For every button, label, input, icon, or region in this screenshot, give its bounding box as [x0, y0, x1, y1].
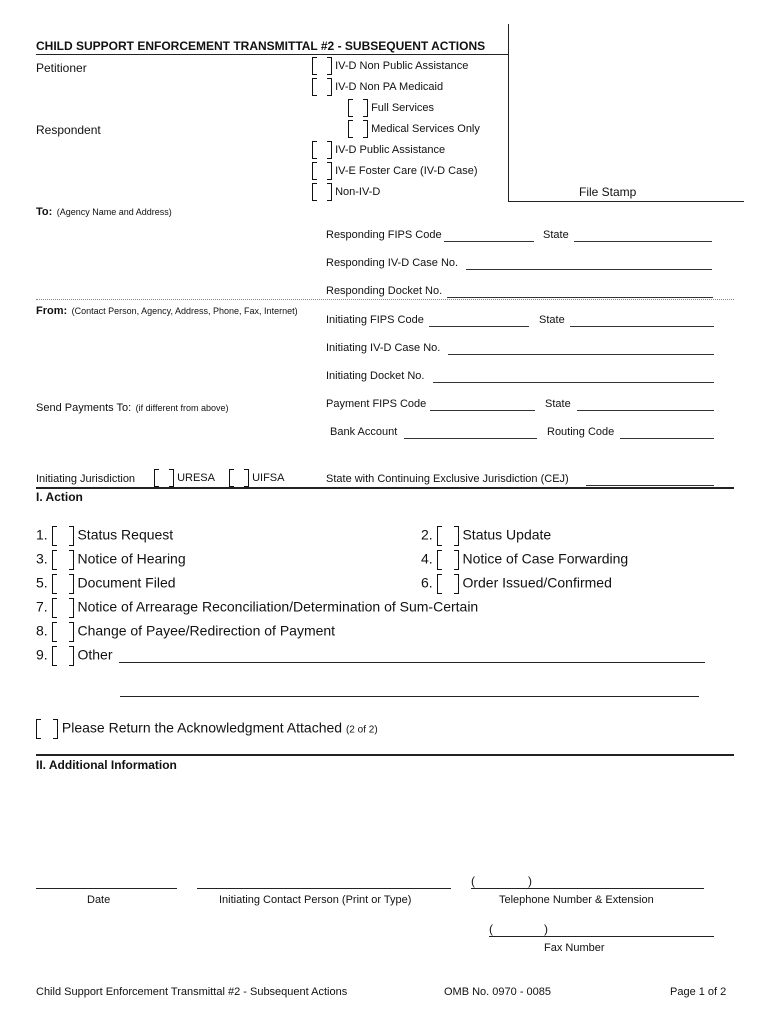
ack-note: (2 of 2) [345, 724, 378, 736]
footer-form-title: Child Support Enforcement Transmittal #2 - Subsequent Actions [36, 986, 348, 998]
action-number: 5. [36, 574, 48, 591]
case-type-label: IV-D Non Public Assistance [335, 59, 469, 72]
case-type-full-services[interactable] [348, 99, 434, 117]
section-divider [36, 299, 734, 300]
action-document-filed[interactable] [36, 574, 176, 594]
file-stamp-bottom-rule [508, 201, 744, 202]
case-type-iv-d-pa[interactable] [312, 141, 445, 159]
case-type-label: IV-D Non PA Medicaid [335, 80, 444, 93]
checkbox-bracket[interactable] [312, 78, 332, 96]
section2-rule [36, 754, 734, 756]
from-label-row [36, 301, 298, 319]
uresa-label: URESA [177, 471, 215, 484]
contact-label: Initiating Contact Person (Print or Type) [219, 894, 412, 906]
payment-state-label: State [545, 398, 571, 410]
action-label: Change of Payee/Redirection of Payment [77, 622, 336, 639]
petitioner-label: Petitioner [36, 61, 87, 75]
action-label: Other [77, 646, 113, 663]
fax-label: Fax Number [544, 942, 605, 954]
checkbox-bracket[interactable] [437, 574, 459, 594]
respondent-label: Respondent [36, 123, 101, 137]
responding-docket-label: Responding Docket No. [326, 285, 443, 297]
date-label: Date [87, 894, 111, 906]
action-notice-hearing[interactable] [36, 550, 186, 570]
date-input[interactable] [36, 888, 177, 889]
case-type-non-iv-d[interactable] [312, 183, 380, 201]
action-status-update[interactable] [421, 526, 551, 546]
action-label: Notice of Arrearage Reconciliation/Determination of Sum-Certain [77, 598, 479, 615]
initiating-jurisdiction-label: Initiating Jurisdiction [36, 473, 136, 485]
other-input-line-2[interactable] [120, 696, 699, 697]
section2-title: II. Additional Information [36, 758, 177, 772]
initiating-case-input[interactable] [448, 342, 714, 355]
action-other[interactable] [36, 646, 112, 666]
payments-note: (if different from above) [135, 403, 229, 413]
checkbox-bracket[interactable] [52, 622, 74, 642]
section1-title: I. Action [36, 490, 83, 504]
to-note: (Agency Name and Address) [56, 207, 172, 217]
action-number: 8. [36, 622, 48, 639]
to-label-row [36, 202, 172, 220]
case-type-label: Non-IV-D [335, 185, 381, 198]
responding-state-label: State [543, 229, 569, 241]
phone-area-paren-open: ( [471, 874, 475, 888]
checkbox-bracket[interactable] [52, 598, 74, 618]
checkbox-bracket[interactable] [312, 141, 332, 159]
responding-state-input[interactable] [574, 229, 712, 242]
checkbox-bracket[interactable] [52, 574, 74, 594]
payment-fips-input[interactable] [430, 398, 535, 411]
footer-page: Page 1 of 2 [670, 986, 727, 998]
action-label: Order Issued/Confirmed [462, 574, 612, 591]
checkbox-bracket[interactable] [52, 550, 74, 570]
checkbox-bracket[interactable] [154, 469, 174, 487]
initiating-state-input[interactable] [570, 314, 714, 327]
payment-state-input[interactable] [577, 398, 714, 411]
checkbox-bracket[interactable] [312, 162, 332, 180]
action-change-payee[interactable] [36, 622, 335, 642]
bank-account-label: Bank Account [330, 426, 398, 438]
fax-input[interactable] [489, 936, 714, 937]
action-notice-forwarding[interactable] [421, 550, 628, 570]
fax-area-paren-open: ( [489, 922, 493, 936]
case-type-iv-e-foster[interactable] [312, 162, 478, 180]
checkbox-bracket[interactable] [437, 526, 459, 546]
action-label: Notice of Case Forwarding [462, 550, 629, 567]
bank-account-input[interactable] [404, 426, 537, 439]
initiating-docket-label: Initiating Docket No. [326, 370, 425, 382]
routing-code-input[interactable] [620, 426, 714, 439]
initiating-fips-input[interactable] [429, 314, 529, 327]
action-number: 7. [36, 598, 48, 615]
initiating-fips-label: Initiating FIPS Code [326, 314, 424, 326]
ack-option[interactable] [36, 719, 378, 739]
responding-fips-label: Responding FIPS Code [326, 229, 442, 241]
payments-label-row [36, 398, 229, 416]
case-type-iv-d-non-pa[interactable] [312, 57, 468, 77]
responding-docket-input[interactable] [447, 285, 713, 298]
checkbox-bracket[interactable] [52, 646, 74, 666]
cej-input[interactable] [586, 473, 714, 486]
checkbox-bracket[interactable] [52, 526, 74, 546]
footer-omb: OMB No. 0970 - 0085 [444, 986, 552, 998]
fax-area-paren-close: ) [544, 922, 548, 936]
checkbox-bracket[interactable] [348, 120, 368, 138]
case-type-medical-services[interactable] [348, 120, 480, 138]
initiating-docket-input[interactable] [433, 370, 714, 383]
action-number: 6. [421, 574, 433, 591]
phone-input[interactable] [471, 888, 704, 889]
phone-area-paren-close: ) [528, 874, 532, 888]
checkbox-bracket[interactable] [36, 719, 58, 739]
checkbox-bracket[interactable] [229, 469, 249, 487]
file-stamp-border [508, 24, 509, 201]
from-label: From: [36, 305, 68, 317]
action-arrearage[interactable] [36, 598, 478, 618]
action-number: 3. [36, 550, 48, 567]
contact-input[interactable] [197, 888, 451, 889]
action-label: Document Filed [77, 574, 176, 591]
uifsa-label: UIFSA [252, 471, 285, 484]
ack-label: Please Return the Acknowledgment Attached [61, 719, 343, 736]
from-note: (Contact Person, Agency, Address, Phone, Fax, Internet) [71, 306, 298, 316]
responding-case-input[interactable] [466, 257, 712, 270]
uresa-option[interactable] [154, 469, 215, 487]
action-label: Status Update [462, 526, 552, 543]
action-label: Notice of Hearing [77, 550, 186, 567]
initiating-case-label: Initiating IV-D Case No. [326, 342, 441, 354]
responding-fips-input[interactable] [444, 229, 534, 242]
page-title: CHILD SUPPORT ENFORCEMENT TRANSMITTAL #2 - SUBSEQUENT ACTIONS [36, 39, 486, 53]
initiating-state-label: State [539, 314, 565, 326]
action-number: 1. [36, 526, 48, 543]
file-stamp-label: File Stamp [579, 185, 637, 199]
action-order-issued[interactable] [421, 574, 612, 594]
payments-label: Send Payments To: [36, 402, 132, 414]
title-rule [36, 54, 508, 55]
action-number: 9. [36, 646, 48, 663]
uifsa-option[interactable] [229, 469, 284, 487]
cej-label: State with Continuing Exclusive Jurisdiction (CEJ) [326, 473, 569, 485]
case-type-label: IV-E Foster Care (IV-D Case) [335, 164, 478, 177]
checkbox-bracket[interactable] [348, 99, 368, 117]
action-status-request[interactable] [36, 526, 173, 546]
payment-fips-label: Payment FIPS Code [326, 398, 427, 410]
case-type-iv-d-non-pa-medicaid[interactable] [312, 78, 443, 96]
to-label: To: [36, 206, 53, 218]
case-type-label: Full Services [371, 101, 435, 114]
case-type-label: Medical Services Only [371, 122, 480, 135]
action-label: Status Request [77, 526, 174, 543]
checkbox-bracket[interactable] [312, 183, 332, 201]
checkbox-bracket[interactable] [312, 57, 332, 75]
routing-code-label: Routing Code [547, 426, 615, 438]
responding-case-label: Responding IV-D Case No. [326, 257, 459, 269]
checkbox-bracket[interactable] [437, 550, 459, 570]
action-number: 4. [421, 550, 433, 567]
phone-label: Telephone Number & Extension [499, 894, 654, 906]
other-input-line-1[interactable] [119, 662, 705, 663]
case-type-label: IV-D Public Assistance [335, 143, 446, 156]
section1-rule [36, 487, 734, 489]
action-number: 2. [421, 526, 433, 543]
